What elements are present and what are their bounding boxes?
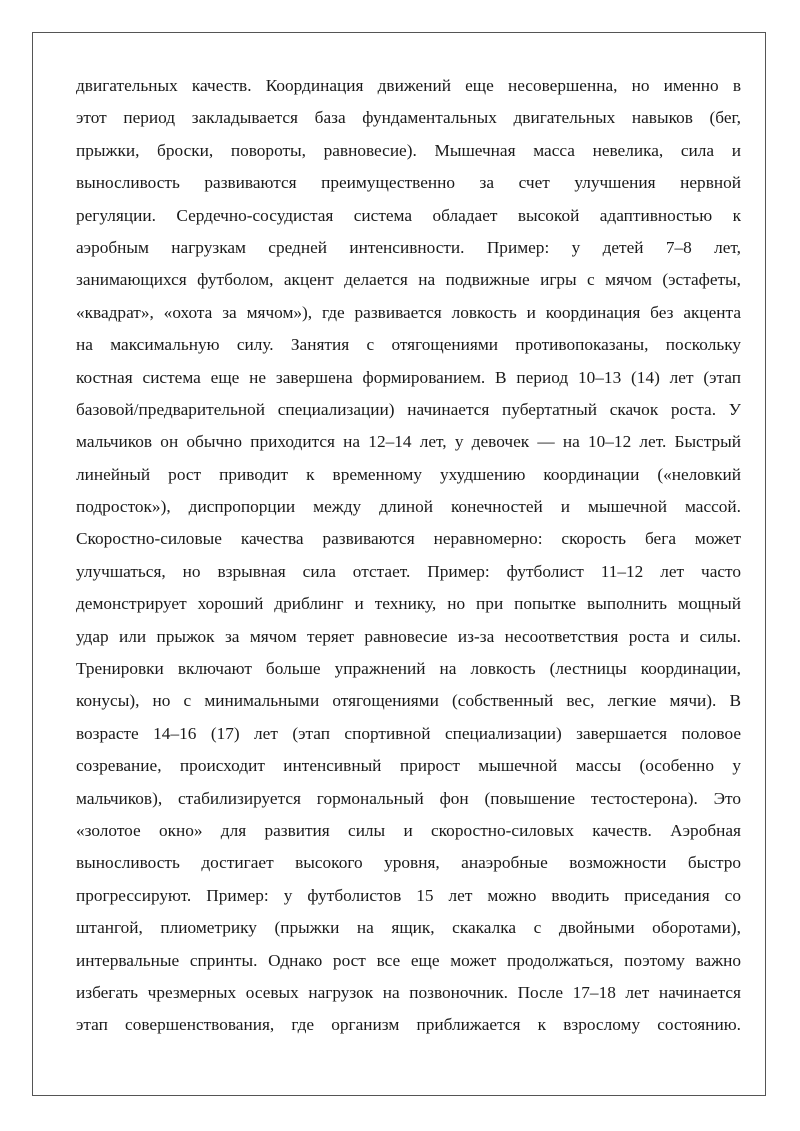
- text-line: подросток»), диспропорции между длиной конечностей и мышечной массой.: [76, 497, 741, 517]
- text-line: выносливость достигает высокого уровня, анаэробные возможности быстро: [76, 853, 741, 873]
- text-line: удар или прыжок за мячом теряет равновесие из-за несоответствия роста и силы.: [76, 626, 741, 646]
- text-line: избегать чрезмерных осевых нагрузок на позвоночник. После 17–18 лет начинается: [76, 982, 741, 1002]
- text-line: прогрессируют. Пример: у футболистов 15 лет можно вводить приседания со: [76, 885, 741, 905]
- text-line: интервальные спринты. Однако рост все еще может продолжаться, поэтому важно: [76, 950, 741, 970]
- text-line: линейный рост приводит к временному ухудшению координации («неловкий: [76, 464, 741, 484]
- text-line: мальчиков), стабилизируется гормональный фон (повышение тестостерона). Это: [76, 788, 741, 808]
- text-line: на максимальную силу. Занятия с отягощениями противопоказаны, поскольку: [76, 335, 741, 355]
- text-line: этап совершенствования, где организм приближается к взрослому состоянию.: [76, 1015, 741, 1035]
- text-line: аэробным нагрузкам средней интенсивности. Пример: у детей 7–8 лет,: [76, 237, 741, 257]
- text-line: штангой, плиометрику (прыжки на ящик, скакалка с двойными оборотами),: [76, 918, 741, 938]
- text-line: возрасте 14–16 (17) лет (этап спортивной специализации) завершается половое: [76, 723, 741, 743]
- text-line: мальчиков он обычно приходится на 12–14 лет, у девочек — на 10–12 лет. Быстрый: [76, 432, 741, 452]
- text-line: регуляции. Сердечно-сосудистая система обладает высокой адаптивностью к: [76, 205, 741, 225]
- text-line: демонстрирует хороший дриблинг и технику, но при попытке выполнить мощный: [76, 594, 741, 614]
- text-line: базовой/предварительной специализации) начинается пубертатный скачок роста. У: [76, 399, 741, 419]
- text-line: конусы), но с минимальными отягощениями (собственный вес, легкие мячи). В: [76, 691, 741, 711]
- text-line: костная система еще не завершена формированием. В период 10–13 (14) лет (этап: [76, 367, 741, 387]
- text-line: занимающихся футболом, акцент делается на подвижные игры с мячом (эстафеты,: [76, 270, 741, 290]
- text-line: прыжки, броски, повороты, равновесие). Мышечная масса невелика, сила и: [76, 140, 741, 160]
- text-line: выносливость развиваются преимущественно за счет улучшения нервной: [76, 173, 741, 193]
- text-line: этот период закладывается база фундаментальных двигательных навыков (бег,: [76, 108, 741, 128]
- text-line: двигательных качеств. Координация движений еще несовершенна, но именно в: [76, 76, 741, 95]
- text-line: улучшаться, но взрывная сила отстает. Пример: футболист 11–12 лет часто: [76, 561, 741, 581]
- text-line: «квадрат», «охота за мячом»), где развивается ловкость и координация без акцента: [76, 302, 741, 322]
- text-line: Тренировки включают больше упражнений на ловкость (лестницы координации,: [76, 659, 741, 679]
- text-line: созревание, происходит интенсивный прирост мышечной массы (особенно у: [76, 756, 741, 776]
- text-line: «золотое окно» для развития силы и скоростно-силовых качеств. Аэробная: [76, 820, 741, 840]
- text-line: Скоростно-силовые качества развиваются неравномерно: скорость бега может: [76, 529, 741, 549]
- document-body: [76, 70, 741, 1042]
